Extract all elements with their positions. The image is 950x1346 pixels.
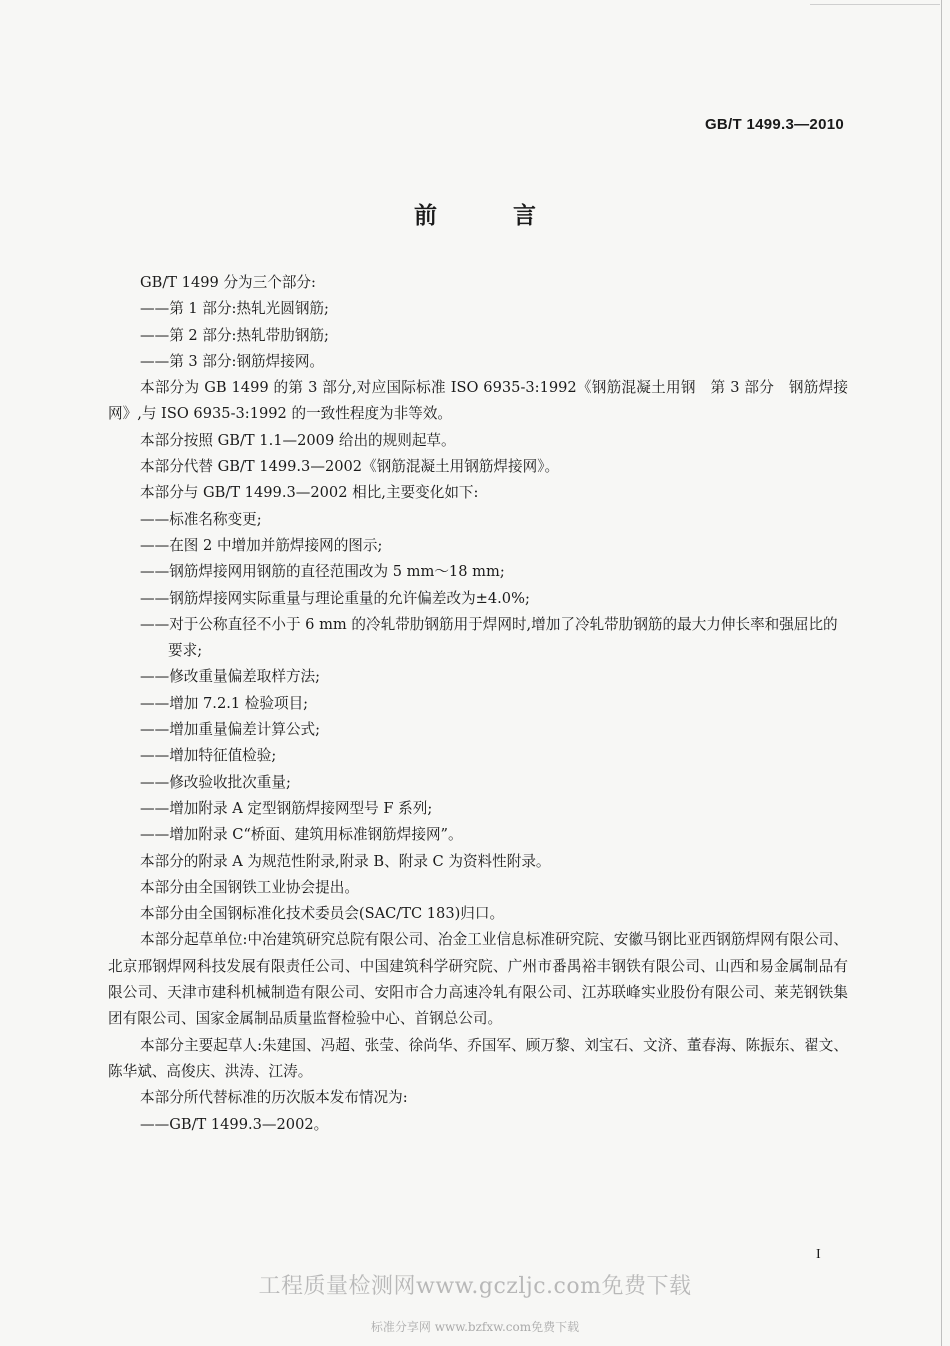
list-item: ——增加附录 A 定型钢筋焊接网型号 F 系列; xyxy=(140,799,433,817)
list-item: ——修改重量偏差取样方法; xyxy=(140,668,321,686)
scan-edge-top xyxy=(810,4,940,5)
standard-id: GB/T 1499.3—2010 xyxy=(704,116,844,133)
paragraph: 本部分与 GB/T 1499.3—2002 相比,主要变化如下: xyxy=(140,484,479,502)
list-item: ——第 2 部分:热轧带肋钢筋; xyxy=(140,326,329,344)
list-item: ——增加特征值检验; xyxy=(140,747,277,765)
list-item: ——GB/T 1499.3—2002。 xyxy=(140,1115,329,1133)
list-item: ——增加附录 C“桥面、建筑用标准钢筋焊接网”。 xyxy=(140,826,463,844)
list-item: ——增加 7.2.1 检验项目; xyxy=(140,694,309,712)
list-item: ——钢筋焊接网用钢筋的直径范围改为 5 mm～18 mm; xyxy=(140,563,505,581)
page-number: I xyxy=(816,1247,821,1262)
paragraph: 本部分的附录 A 为规范性附录,附录 B、附录 C 为资料性附录。 xyxy=(140,852,551,870)
paragraph: 本部分代替 GB/T 1499.3—2002《钢筋混凝土用钢筋焊接网》。 xyxy=(140,458,560,476)
paragraph: 本部分所代替标准的历次版本发布情况为: xyxy=(140,1089,408,1107)
foreword-body xyxy=(108,270,848,1138)
paragraph: 本部分按照 GB/T 1.1—2009 给出的规则起草。 xyxy=(140,431,456,449)
paragraph: GB/T 1499 分为三个部分: xyxy=(140,274,316,291)
list-item: ——标准名称变更; xyxy=(140,510,262,528)
paragraph: 本部分主要起草人:朱建国、冯超、张莹、徐尚华、乔国军、顾万黎、刘宝石、文济、董春海、陈振东、翟文、陈华斌、高俊庆、洪涛、江涛。 xyxy=(108,1036,848,1080)
list-item: ——修改验收批次重量; xyxy=(140,773,291,791)
list-item: ——钢筋焊接网实际重量与理论重量的允许偏差改为±4.0%; xyxy=(140,589,530,607)
list-item: ——对于公称直径不小于 6 mm 的冷轧带肋钢筋用于焊网时,增加了冷轧带肋钢筋的最大力伸长率和强屈比的要求; xyxy=(140,615,838,660)
list-item: ——第 3 部分:钢筋焊接网。 xyxy=(140,352,325,370)
paragraph: 本部分为 GB 1499 的第 3 部分,对应国际标准 ISO 6935-3:1992《钢筋混凝土用钢 第 3 部分 钢筋焊接网》,与 ISO 6935-3:1992 的一致性程度为非等效。 xyxy=(108,379,848,423)
watermark-text: 工程质量检测网www.gczljc.com免费下载 xyxy=(258,1274,692,1299)
watermark-small-text: 标准分享网 www.bzfxw.com免费下载 xyxy=(370,1320,580,1334)
paragraph: 本部分由全国钢标准化技术委员会(SAC/TC 183)归口。 xyxy=(140,905,505,923)
list-item: ——在图 2 中增加并筋焊接网的图示; xyxy=(140,536,383,554)
page-title: 前 言 xyxy=(413,203,570,229)
paragraph: 本部分由全国钢铁工业协会提出。 xyxy=(140,878,359,896)
paragraph: 本部分起草单位:中冶建筑研究总院有限公司、冶金工业信息标准研究院、安徽马钢比亚西钢筋焊网有限公司、北京邢钢焊网科技发展有限责任公司、中国建筑科学研究院、广州市番禺裕丰钢铁有限公司、山西和易金属制品有限公司、天津市建科机械制造有限公司、安阳市合力高速冷轧有限公司、江苏联峰实业股份有限公司、莱芜钢铁集团有限公司、国家金属制品质量监督检验中心、首钢总公司。 xyxy=(108,931,848,1028)
list-item: ——第 1 部分:热轧光圆钢筋; xyxy=(140,300,329,318)
list-item: ——增加重量偏差计算公式; xyxy=(140,721,321,739)
